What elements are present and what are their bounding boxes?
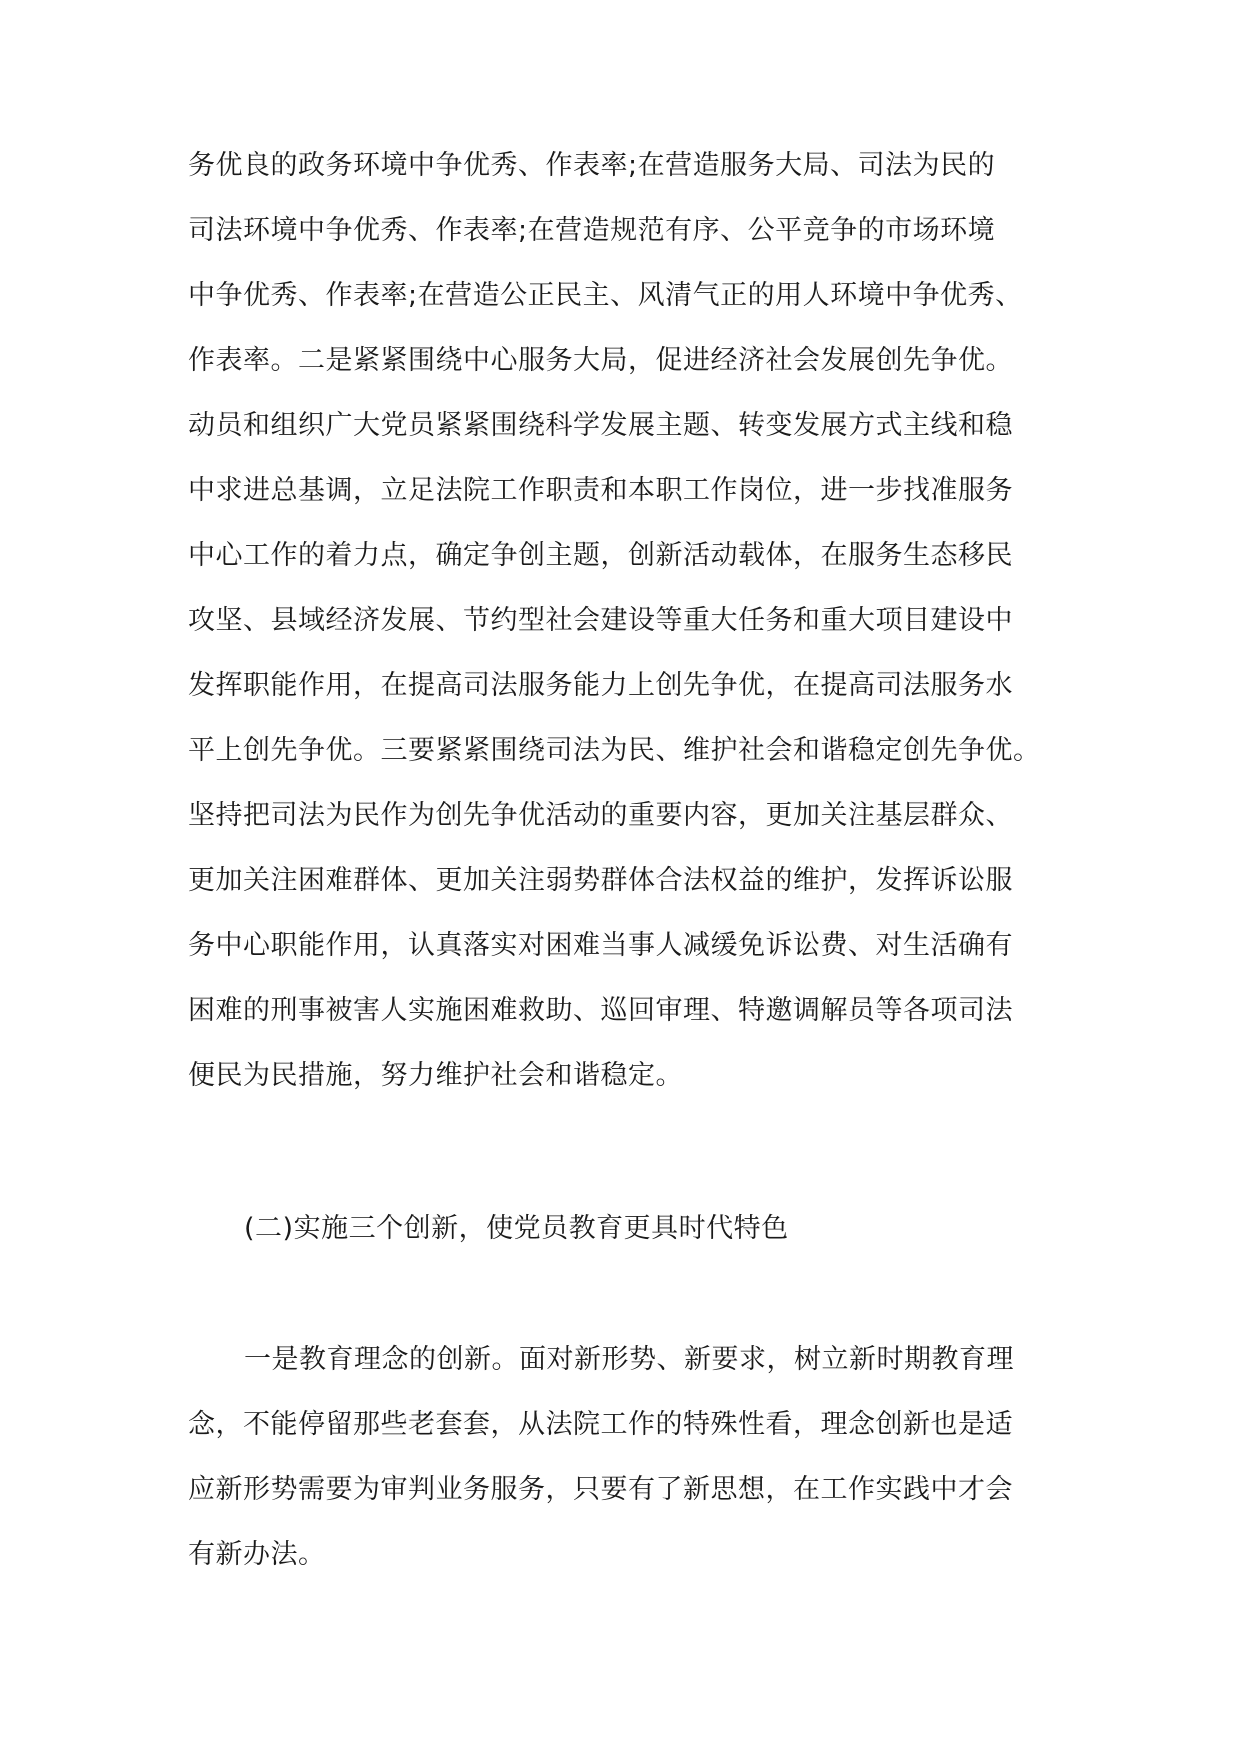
paragraph-line: 平上创先争优。三要紧紧围绕司法为民、维护社会和谐稳定创先争优。	[188, 735, 1041, 766]
body-paragraph-1	[188, 133, 1068, 1108]
paragraph-line: 作表率。二是紧紧围绕中心服务大局，促进经济社会发展创先争优。	[188, 345, 1013, 376]
paragraph-line: 有新办法。	[188, 1539, 326, 1570]
paragraph-line: 中心工作的着力点，确定争创主题，创新活动载体，在服务生态移民	[188, 540, 1013, 571]
paragraph-line: 一是教育理念的创新。面对新形势、新要求，树立新时期教育理	[244, 1344, 1014, 1375]
paragraph-line: 更加关注困难群体、更加关注弱势群体合法权益的维护，发挥诉讼服	[188, 865, 1013, 896]
paragraph-line: 坚持把司法为民作为创先争优活动的重要内容，更加关注基层群众、	[188, 800, 1013, 831]
section-heading: (二)实施三个创新，使党员教育更具时代特色	[244, 1213, 789, 1244]
paragraph-line: 发挥职能作用，在提高司法服务能力上创先争优，在提高司法服务水	[188, 670, 1013, 701]
paragraph-line: 攻坚、县域经济发展、节约型社会建设等重大任务和重大项目建设中	[188, 605, 1013, 636]
paragraph-line: 困难的刑事被害人实施困难救助、巡回审理、特邀调解员等各项司法	[188, 995, 1013, 1026]
paragraph-line: 应新形势需要为审判业务服务，只要有了新思想，在工作实践中才会	[188, 1474, 1013, 1505]
paragraph-line: 便民为民措施，努力维护社会和谐稳定。	[188, 1060, 683, 1091]
section-heading-block	[188, 1196, 1068, 1261]
paragraph-line: 司法环境中争优秀、作表率;在营造规范有序、公平竞争的市场环境	[188, 215, 996, 246]
paragraph-line: 动员和组织广大党员紧紧围绕科学发展主题、转变发展方式主线和稳	[188, 410, 1013, 441]
paragraph-line: 务优良的政务环境中争优秀、作表率;在营造服务大局、司法为民的	[188, 150, 996, 181]
body-paragraph-2	[188, 1327, 1068, 1587]
paragraph-line: 中求进总基调，立足法院工作职责和本职工作岗位，进一步找准服务	[188, 475, 1013, 506]
paragraph-line: 务中心职能作用，认真落实对困难当事人减缓免诉讼费、对生活确有	[188, 930, 1013, 961]
paragraph-line: 中争优秀、作表率;在营造公正民主、风清气正的用人环境中争优秀、	[188, 280, 1023, 311]
paragraph-line: 念，不能停留那些老套套，从法院工作的特殊性看，理念创新也是适	[188, 1409, 1013, 1440]
